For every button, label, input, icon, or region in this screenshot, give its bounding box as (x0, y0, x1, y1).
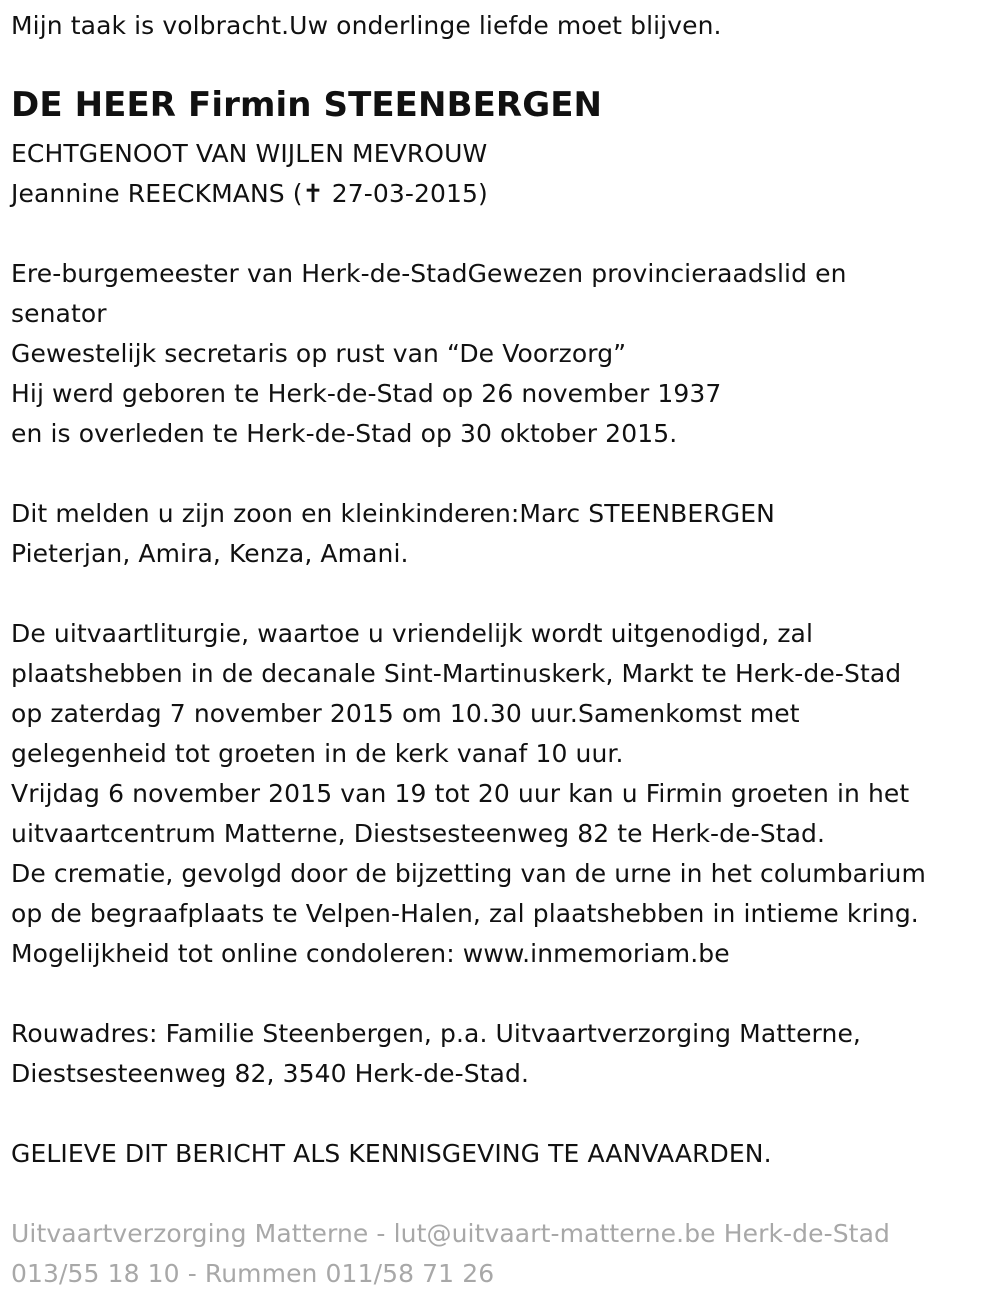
ceremony-line: gelegenheid tot groeten in de kerk vanaf 10 uur. (11, 739, 624, 768)
ceremony-line: op de begraafplaats te Velpen-Halen, zal plaatshebben in intieme kring. (11, 899, 919, 928)
bio-line: Hij werd geboren te Herk-de-Stad op 26 november 1937 (11, 379, 722, 408)
address-line: Diestsesteenweg 82, 3540 Herk-de-Stad. (11, 1059, 529, 1088)
ceremony-line: Mogelijkheid tot online condoleren: www.inmemoriam.be (11, 939, 730, 968)
bio-line: Ere-burgemeester van Herk-de-StadGewezen provincieraadslid en (11, 259, 847, 288)
ceremony-line: op zaterdag 7 november 2015 om 10.30 uur.Samenkomst met (11, 699, 800, 728)
ceremony-line: Vrijdag 6 november 2015 van 19 tot 20 uur kan u Firmin groeten in het (11, 779, 910, 808)
ceremony-line: uitvaartcentrum Matterne, Diestsesteenweg 82 te Herk-de-Stad. (11, 819, 826, 848)
footer-line: 013/55 18 10 - Rummen 011/58 71 26 (11, 1259, 495, 1288)
address-line: Rouwadres: Familie Steenbergen, p.a. Uitvaartverzorging Matterne, (11, 1019, 861, 1048)
footer-line: Uitvaartverzorging Matterne - lut@uitvaart-matterne.be Herk-de-Stad (11, 1219, 890, 1248)
deceased-name: DE HEER Firmin STEENBERGEN (11, 85, 603, 125)
ceremony-line: plaatshebben in de decanale Sint-Martinuskerk, Markt te Herk-de-Stad (11, 659, 902, 688)
bio-line: senator (11, 299, 107, 328)
spouse-line-1: ECHTGENOOT VAN WIJLEN MEVROUW (11, 139, 488, 168)
family-line: Dit melden u zijn zoon en kleinkinderen:Marc STEENBERGEN (11, 499, 775, 528)
ceremony-line: De crematie, gevolgd door de bijzetting van de urne in het columbarium (11, 859, 926, 888)
family-line: Pieterjan, Amira, Kenza, Amani. (11, 539, 409, 568)
bio-line: Gewestelijk secretaris op rust van “De Voorzorg” (11, 339, 627, 368)
bio-line: en is overleden te Herk-de-Stad op 30 oktober 2015. (11, 419, 678, 448)
motto: Mijn taak is volbracht.Uw onderlinge liefde moet blijven. (11, 11, 722, 40)
acknowledgement-notice: GELIEVE DIT BERICHT ALS KENNISGEVING TE AANVAARDEN. (11, 1139, 772, 1168)
ceremony-line: De uitvaartliturgie, waartoe u vriendelijk wordt uitgenodigd, zal (11, 619, 814, 648)
spouse-line-2: Jeannine REECKMANS (✝ 27-03-2015) (11, 179, 488, 208)
